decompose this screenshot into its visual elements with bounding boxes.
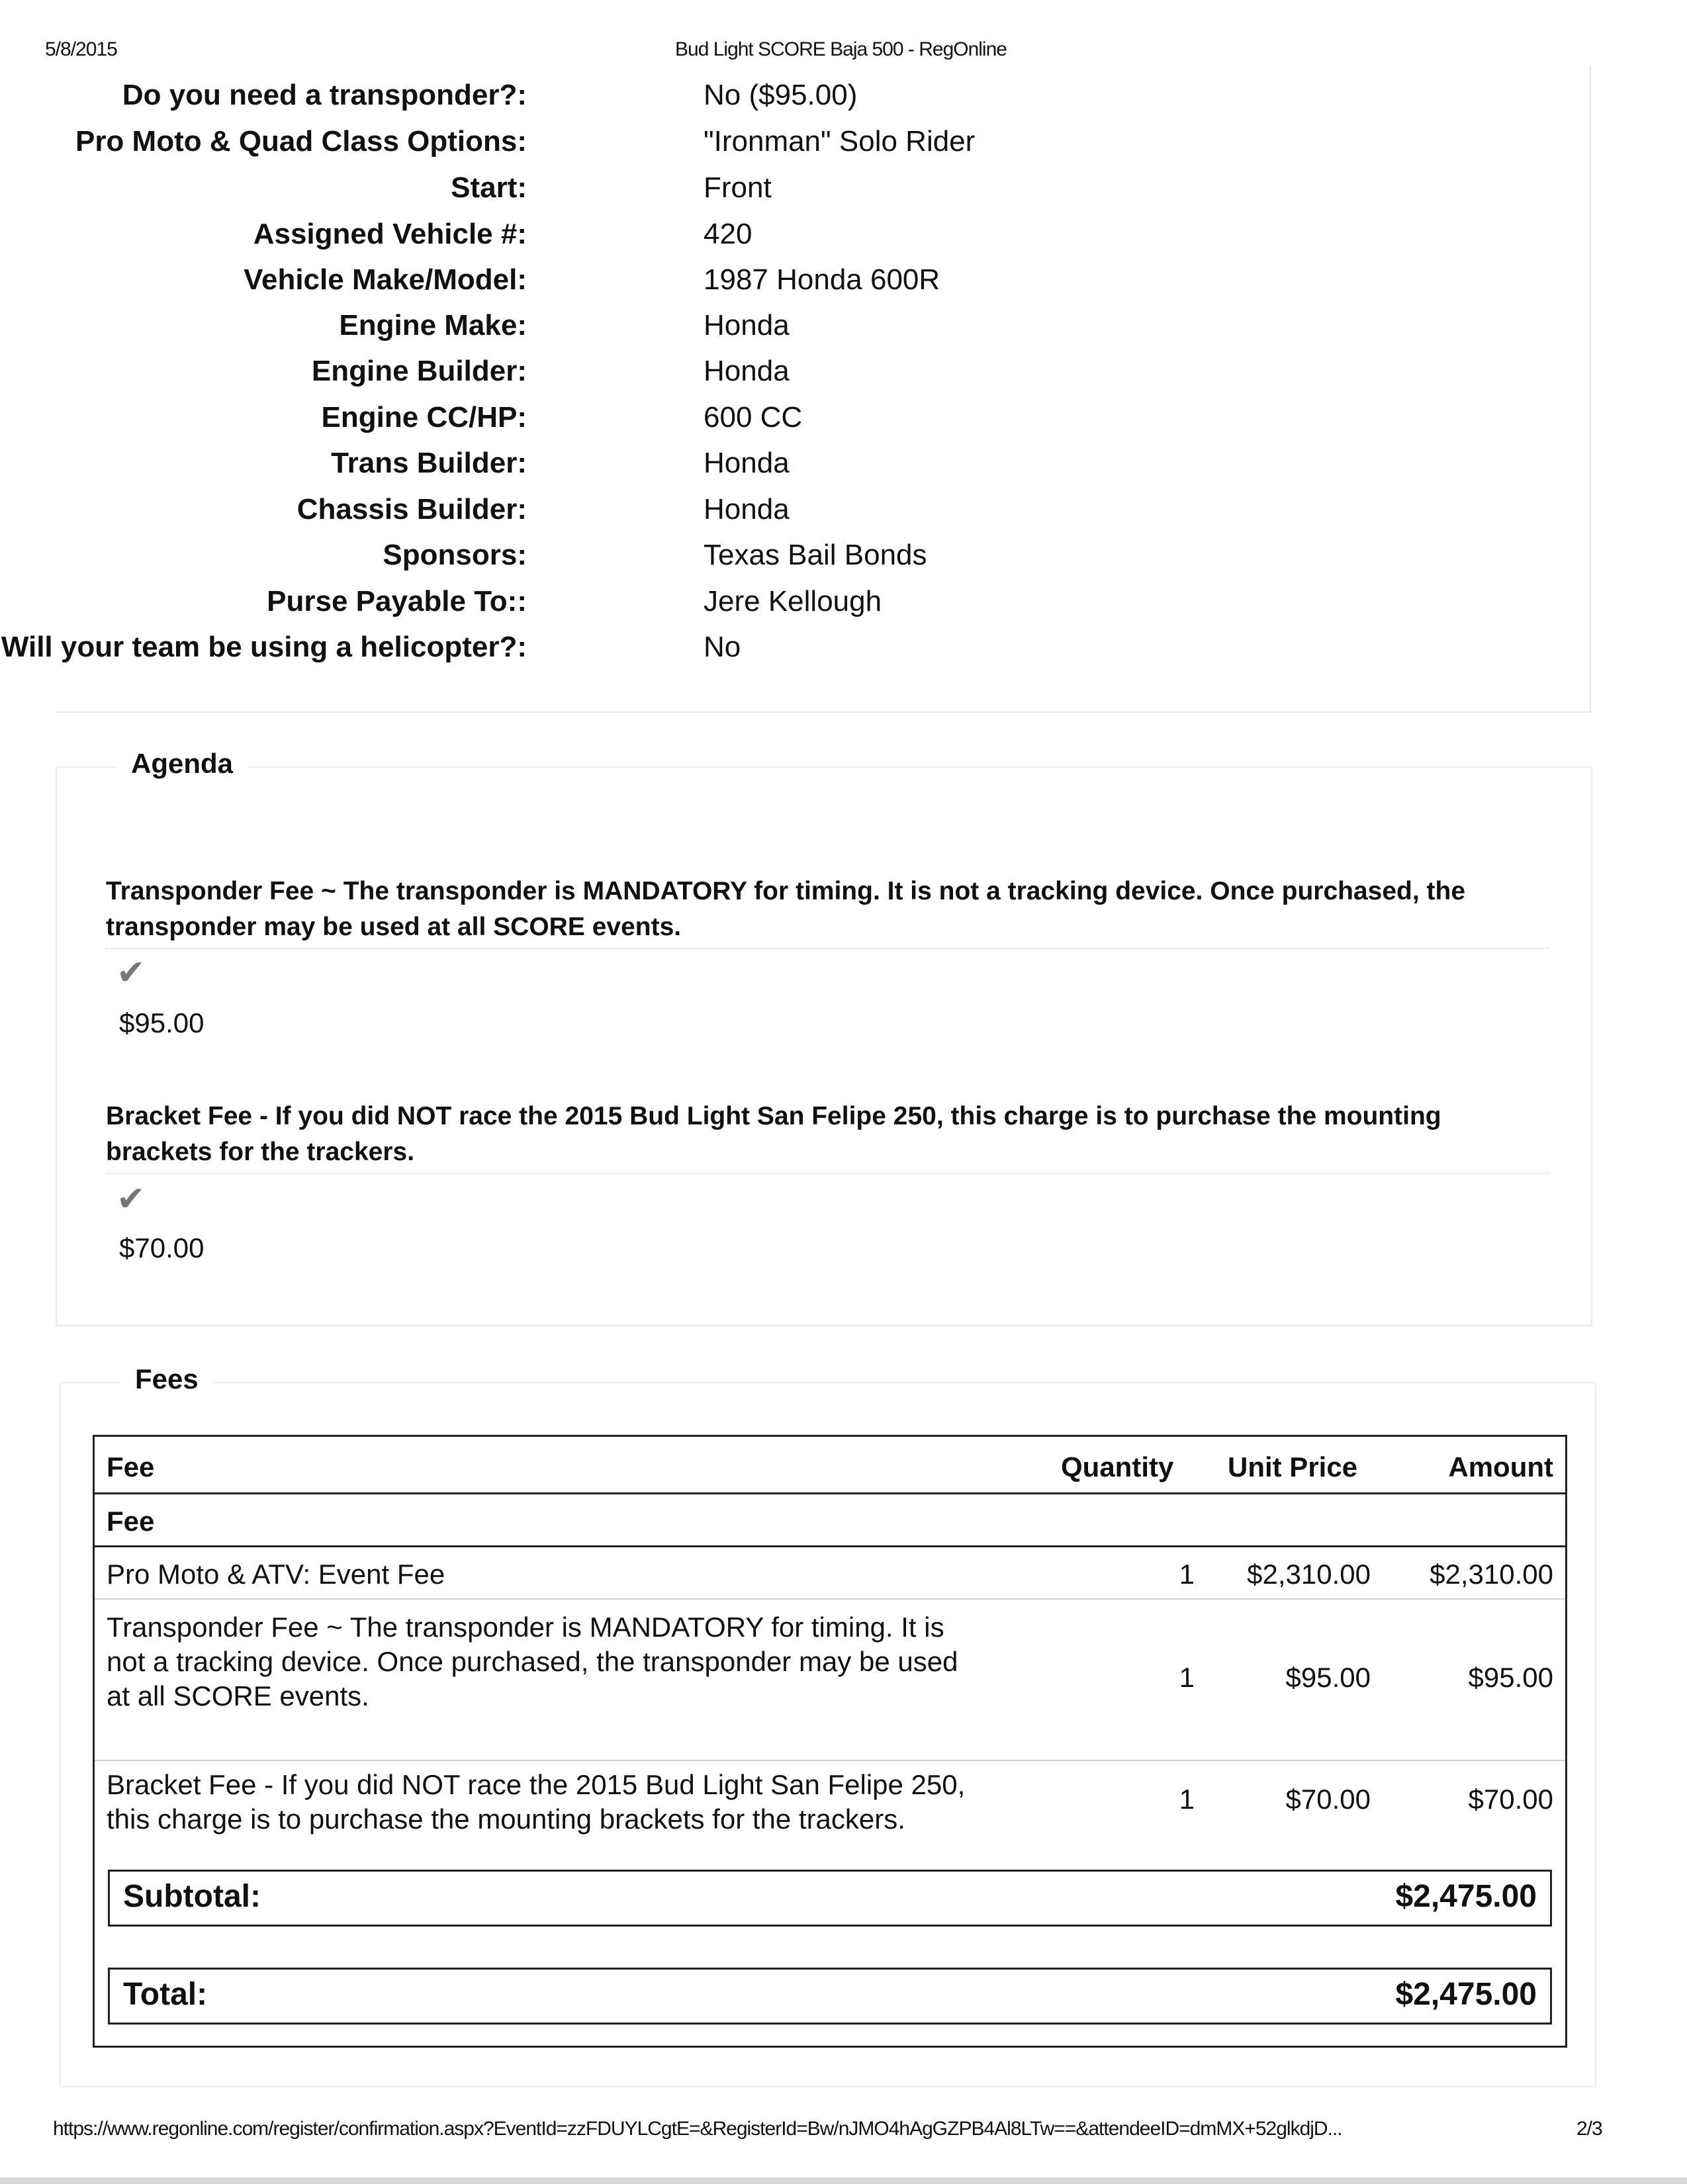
detail-label: Assigned Vehicle #:: [253, 218, 527, 250]
detail-value: 1987 Honda 600R: [704, 263, 940, 296]
detail-row-engine-cc: [56, 398, 1590, 437]
agenda-item-title: Bracket Fee - If you did NOT race the 2015 Bud Light San Felipe 250, this charge is to purchase the mounting brackets for the trackers.: [106, 1102, 1441, 1166]
checkmark-icon: ✔: [116, 954, 146, 992]
fee-description: [107, 1610, 958, 1713]
detail-value: Jere Kellough: [704, 585, 882, 617]
detail-row-vehicle-number: [56, 214, 1590, 254]
detail-row-purse-payable: [56, 582, 1590, 621]
fee-description-line: this charge is to purchase the mounting brackets for the trackers.: [107, 1803, 905, 1835]
fees-table: [93, 1435, 1567, 2048]
total-value: $2,475.00: [1395, 1977, 1537, 2012]
detail-label: Engine CC/HP:: [321, 401, 527, 433]
fee-unit-price: $70.00: [1285, 1784, 1371, 1815]
scan-edge: [0, 2177, 1687, 2184]
detail-label: Vehicle Make/Model:: [244, 263, 527, 296]
fee-description: Pro Moto & ATV: Event Fee: [107, 1559, 445, 1590]
total-label: Total:: [123, 1977, 208, 2012]
detail-label: Engine Builder:: [311, 355, 527, 387]
page-url: https://www.regonline.com/register/confirmation.aspx?EventId=zzFDUYLCgtE=&RegisterId=Bw/nJMO4hAgGZPB4Al8LTw==&attendeeID=dmMX+52glkdjD...: [53, 2118, 1342, 2140]
fee-quantity: 1: [1179, 1784, 1195, 1815]
detail-value: Honda: [704, 447, 790, 479]
subtotal-value: $2,475.00: [1395, 1879, 1537, 1914]
fee-group-label: Fee: [107, 1506, 155, 1537]
detail-row-sponsors: [56, 535, 1590, 575]
detail-label: Start:: [451, 171, 527, 204]
detail-row-transponder: [56, 75, 1590, 115]
fee-description-line: Transponder Fee ~ The transponder is MANDATORY for timing. It is: [107, 1612, 944, 1643]
detail-row-chassis-builder: [56, 490, 1590, 529]
page-number: 2/3: [1576, 2118, 1602, 2140]
agenda-item-price: $95.00: [119, 1007, 205, 1038]
detail-row-start: [56, 168, 1590, 208]
agenda-section: [56, 766, 1592, 1326]
detail-row-vehicle-make: [56, 260, 1590, 300]
divider: [95, 1760, 1565, 1761]
divider: [95, 1545, 1565, 1547]
fee-unit-price: $2,310.00: [1247, 1559, 1371, 1590]
detail-row-helicopter: [1, 627, 1590, 667]
detail-label: Will your team be using a helicopter?:: [1, 631, 527, 663]
subtotal-label: Subtotal:: [123, 1879, 261, 1914]
detail-row-trans-builder: [56, 443, 1590, 483]
detail-value: Honda: [704, 309, 790, 341]
detail-label: Trans Builder:: [331, 447, 527, 479]
fees-heading: Fees: [120, 1363, 213, 1395]
fee-amount: $95.00: [1468, 1662, 1553, 1693]
fee-description-line: not a tracking device. Once purchased, the transponder may be used: [107, 1646, 958, 1677]
detail-label: Do you need a transponder?:: [122, 79, 527, 111]
registration-details-panel: [1, 66, 1591, 713]
divider: [95, 1598, 1565, 1600]
detail-row-class-options: [56, 122, 1590, 161]
detail-label: Sponsors:: [383, 539, 527, 571]
agenda-item-title: Transponder Fee ~ The transponder is MANDATORY for timing. It is not a tracking device. Once purchased, the transponder may be used at all SCORE events.: [106, 877, 1466, 941]
fee-amount: $70.00: [1468, 1784, 1553, 1815]
detail-value: Honda: [704, 355, 790, 387]
print-date: 5/8/2015: [45, 38, 117, 60]
column-header-fee: Fee: [107, 1451, 155, 1482]
detail-value: 420: [704, 218, 752, 250]
detail-value: Honda: [704, 493, 790, 525]
detail-row-engine-builder: [56, 351, 1590, 391]
detail-label: Chassis Builder:: [296, 493, 527, 525]
fee-description-line: at all SCORE events.: [107, 1680, 369, 1711]
detail-row-engine-make: [56, 306, 1590, 345]
divider: [106, 948, 1549, 949]
detail-label: Engine Make:: [339, 309, 527, 341]
fee-description-line: Bracket Fee - If you did NOT race the 2015 Bud Light San Felipe 250,: [107, 1769, 966, 1800]
total-row: [108, 1968, 1552, 2025]
detail-value: No: [704, 631, 741, 663]
column-header-amount: Amount: [1448, 1451, 1553, 1482]
print-title: Bud Light SCORE Baja 500 - RegOnline: [675, 38, 1007, 60]
detail-value: 600 CC: [704, 401, 803, 433]
fee-description: [107, 1768, 965, 1837]
fee-quantity: 1: [1179, 1559, 1195, 1590]
detail-label: Pro Moto & Quad Class Options:: [75, 125, 527, 158]
agenda-item-price: $70.00: [119, 1232, 205, 1263]
detail-value: No ($95.00): [704, 79, 858, 111]
fee-quantity: 1: [1179, 1662, 1195, 1693]
column-header-unit-price: Unit Price: [1228, 1451, 1358, 1482]
detail-value: "Ironman" Solo Rider: [704, 125, 976, 158]
column-header-quantity: Quantity: [1061, 1451, 1174, 1482]
divider: [106, 1173, 1549, 1174]
detail-label: Purse Payable To::: [267, 585, 527, 617]
subtotal-row: [108, 1870, 1552, 1927]
checkmark-icon: ✔: [116, 1180, 146, 1218]
fee-amount: $2,310.00: [1430, 1559, 1553, 1590]
detail-value: Front: [704, 171, 772, 204]
fee-unit-price: $95.00: [1285, 1662, 1371, 1693]
agenda-heading: Agenda: [116, 748, 248, 780]
detail-value: Texas Bail Bonds: [704, 539, 927, 571]
divider: [95, 1492, 1565, 1494]
